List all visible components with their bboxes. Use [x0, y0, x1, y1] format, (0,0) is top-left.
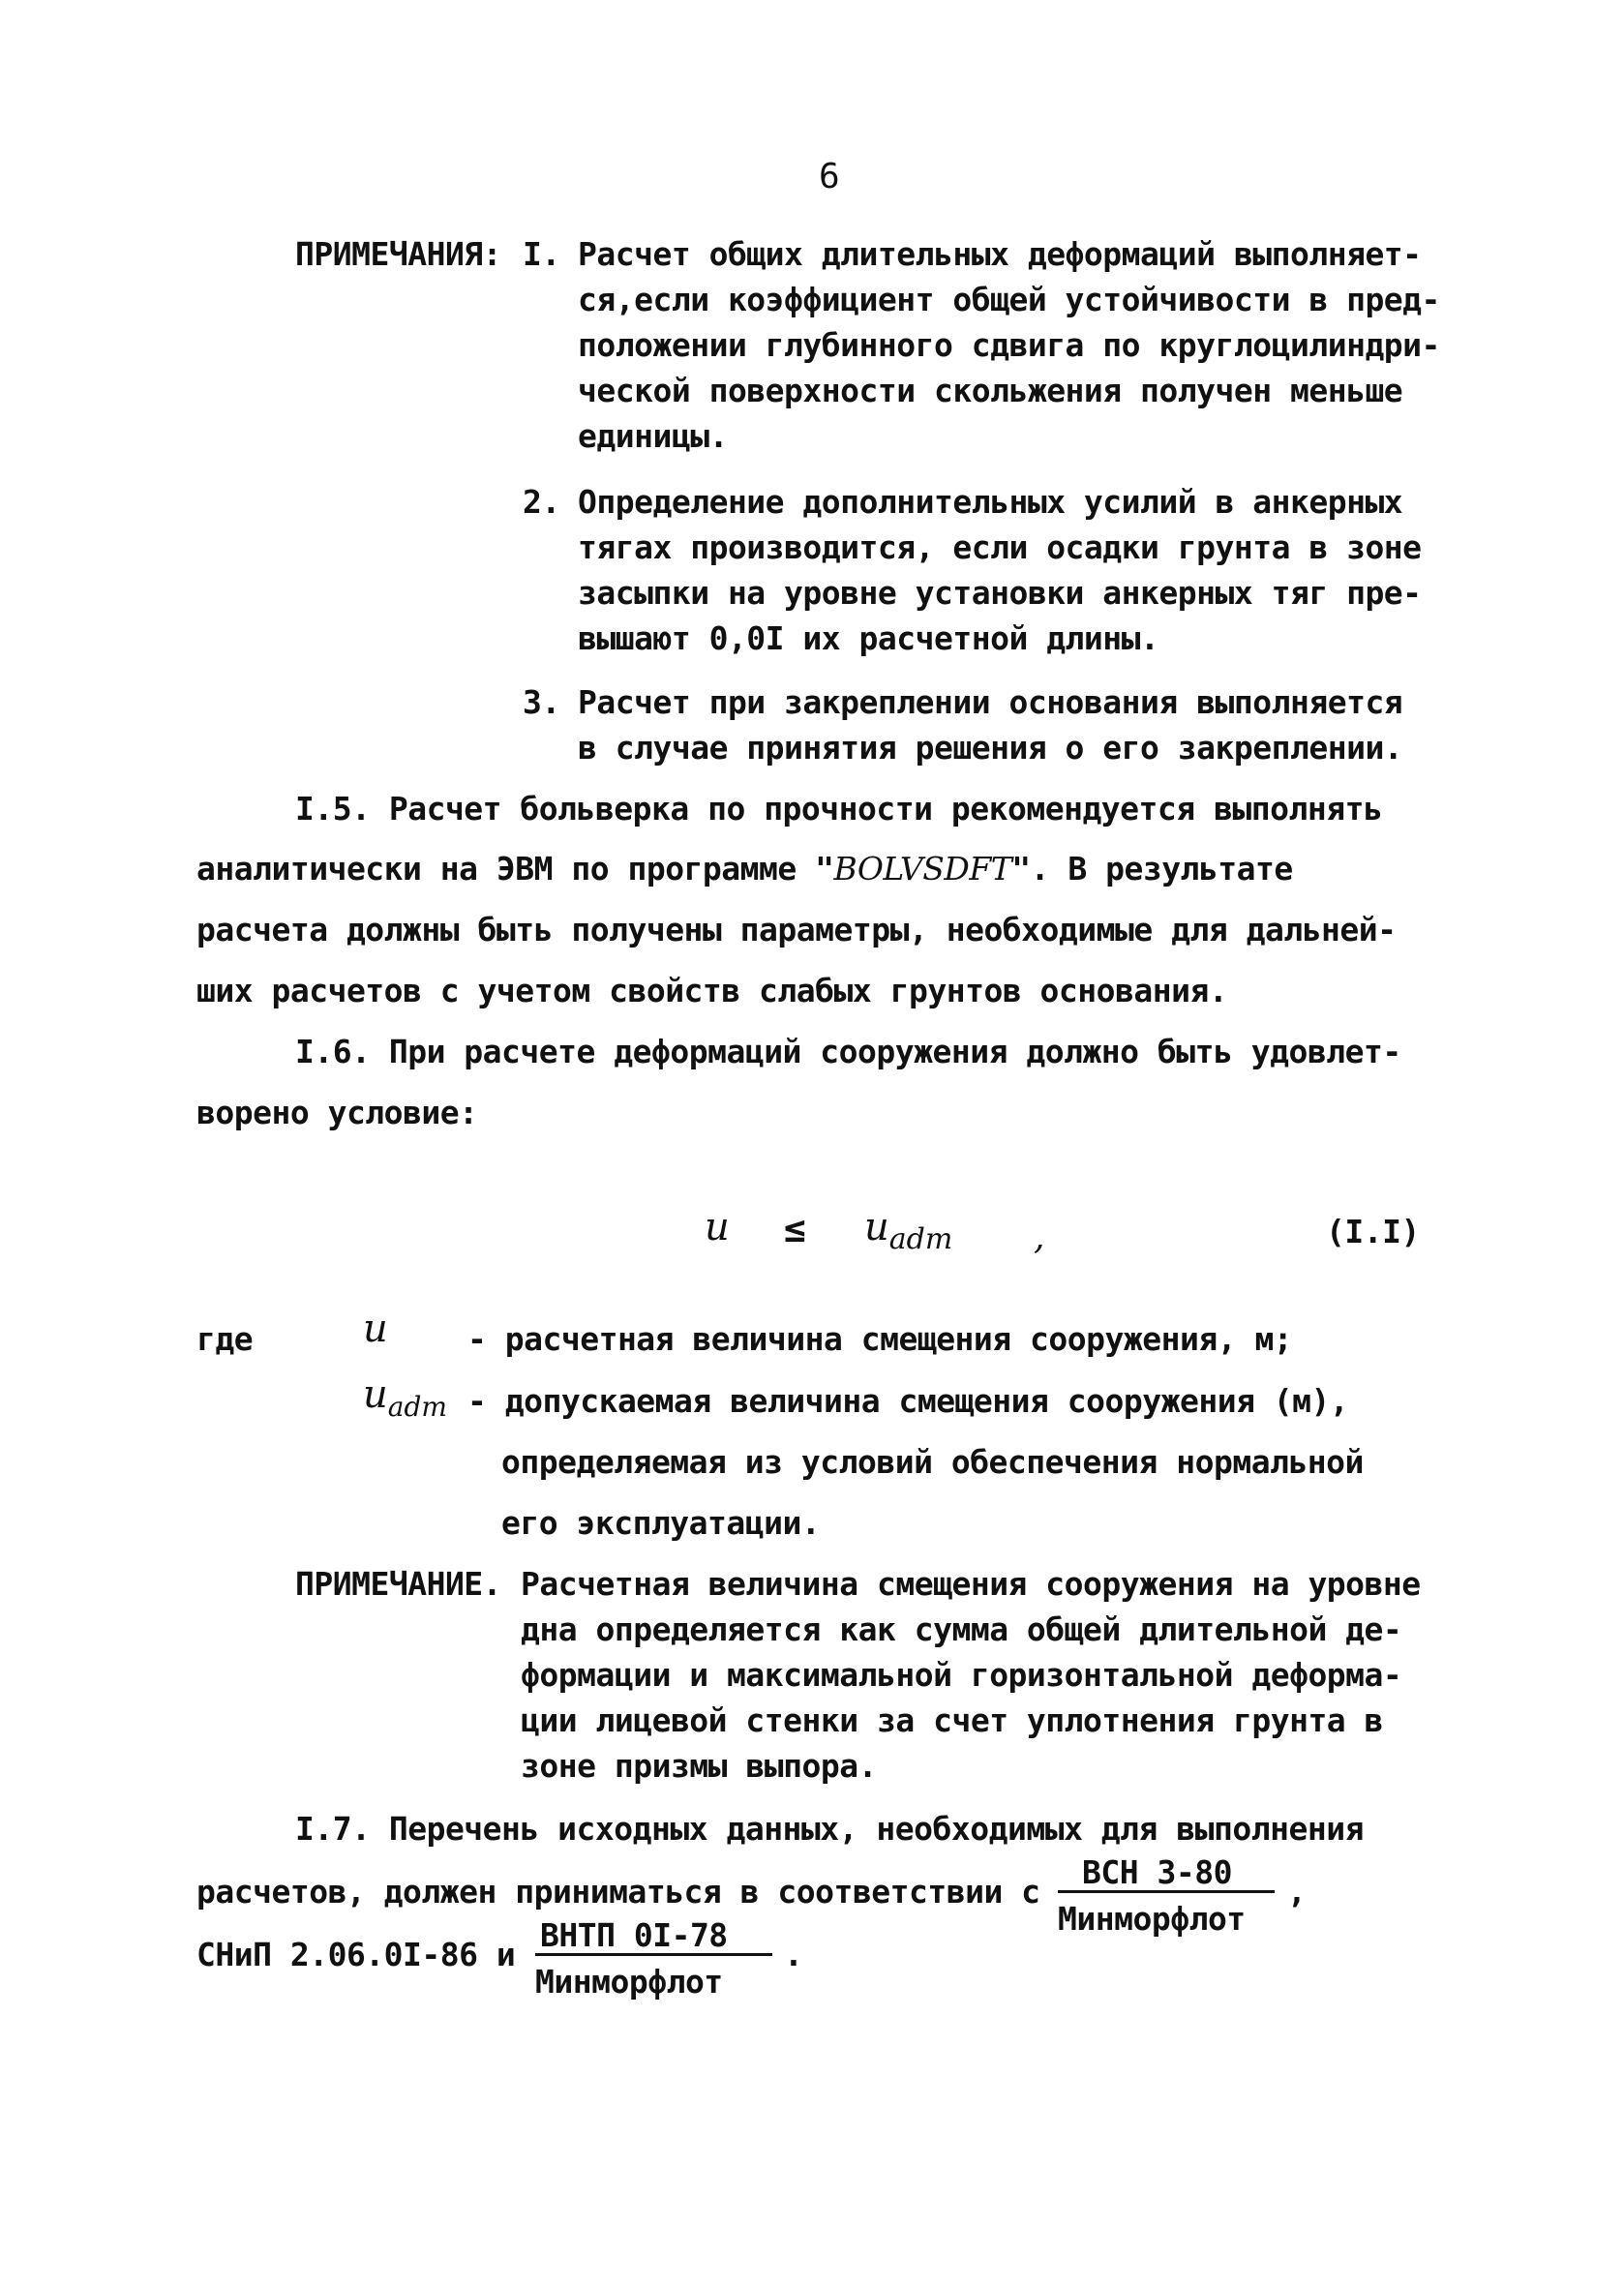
formula-comma: ,: [1034, 1218, 1045, 1257]
note-line: дна определяется как сумма общей длительной де-: [521, 1610, 1402, 1648]
note-line: зоне призмы выпора.: [521, 1747, 877, 1785]
para-1-6-line: ворено условие:: [196, 1094, 478, 1131]
page-number: 6: [819, 157, 840, 196]
note-1-line: единицы.: [578, 417, 728, 455]
note-1-line: Расчет общих длительных деформаций выполняет-: [578, 235, 1422, 273]
note-line: ции лицевой стенки за счет уплотнения грунта в: [521, 1701, 1383, 1739]
notes-heading: ПРИМЕЧАНИЯ:: [295, 235, 502, 273]
para-1-7-line: I.7. Перечень исходных данных, необходимых для выполнения: [295, 1810, 1364, 1848]
note-line: формации и максимальной горизонтальной деформа-: [521, 1656, 1402, 1694]
para-1-7-line: СНиП 2.06.0I-86 и: [196, 1936, 516, 1973]
note-3-line: Расчет при закреплении основания выполняется: [578, 683, 1403, 721]
note-2-line: Определение дополнительных усилий в анкерных: [578, 483, 1403, 521]
note-2-line: засыпки на уровне установки анкерных тяг пре-: [578, 574, 1422, 612]
reference-2-top: ВНТП 0I-78: [540, 1916, 728, 1954]
note-heading: ПРИМЕЧАНИЕ.: [295, 1565, 502, 1603]
reference-1-bottom: Минморфлот: [1058, 1900, 1246, 1938]
u-definition: - расчетная величина смещения сооружения, м;: [467, 1320, 1293, 1358]
note-3-number: 3.: [523, 683, 560, 721]
uadm-definition-line: его эксплуатации.: [501, 1504, 821, 1542]
reference-2-rule: [535, 1953, 772, 1956]
reference-1-rule: [1058, 1890, 1275, 1893]
para-1-5-line: I.5. Расчет больверка по прочности рекомендуется выполнять: [295, 790, 1383, 828]
para-1-7-line: расчетов, должен приниматься в соответствии с: [196, 1873, 1040, 1911]
uadm-definition-line: определяемая из условий обеспечения нормальной: [501, 1443, 1364, 1481]
para-1-6-line: I.6. При расчете деформаций сооружения должно быть удовлет-: [295, 1033, 1401, 1070]
note-1-line: положении глубинного сдвига по круглоцилиндри-: [578, 326, 1440, 364]
para-1-5-line: ших расчетов с учетом свойств слабых грунтов основания.: [196, 972, 1228, 1009]
uadm-symbol: $u_{adm}$: [363, 1372, 447, 1423]
note-line: Расчетная величина смещения сооружения на уровне: [521, 1565, 1421, 1603]
reference-1-punct: ,: [1287, 1873, 1307, 1911]
program-name: BOLVSDFT: [833, 850, 1012, 888]
reference-1-top: ВСН 3-80: [1082, 1853, 1232, 1891]
note-1-line: ся,если коэффициент общей устойчивости в пред-: [578, 281, 1440, 318]
para-1-5-line: аналитически на ЭВМ по программе "BOLVSDFT". В результате: [196, 850, 1293, 888]
note-2-line: тягах производится, если осадки грунта в зоне: [578, 528, 1422, 566]
where-label: где: [196, 1320, 254, 1358]
note-2-number: 2.: [523, 483, 560, 521]
formula-rhs: $u_{adm}$: [864, 1205, 953, 1256]
note-1-line: ческой поверхности скольжения получен меньше: [578, 372, 1403, 409]
note-1-number: I.: [523, 235, 560, 273]
reference-2-bottom: Минморфлот: [535, 1963, 723, 2001]
note-2-line: вышают 0,0I их расчетной длины.: [578, 619, 1159, 657]
formula-operator: ≤: [784, 1208, 806, 1250]
reference-2-punct: .: [784, 1936, 803, 1973]
note-3-line: в случае принятия решения о его закреплении.: [578, 729, 1403, 767]
para-1-5-line: расчета должны быть получены параметры, необходимые для дальней-: [196, 911, 1397, 948]
uadm-definition: - допускаемая величина смещения сооружения (м),: [467, 1382, 1349, 1420]
formula-number: (I.I): [1326, 1213, 1420, 1250]
u-symbol: u: [363, 1307, 388, 1351]
formula-lhs: u: [705, 1205, 730, 1249]
